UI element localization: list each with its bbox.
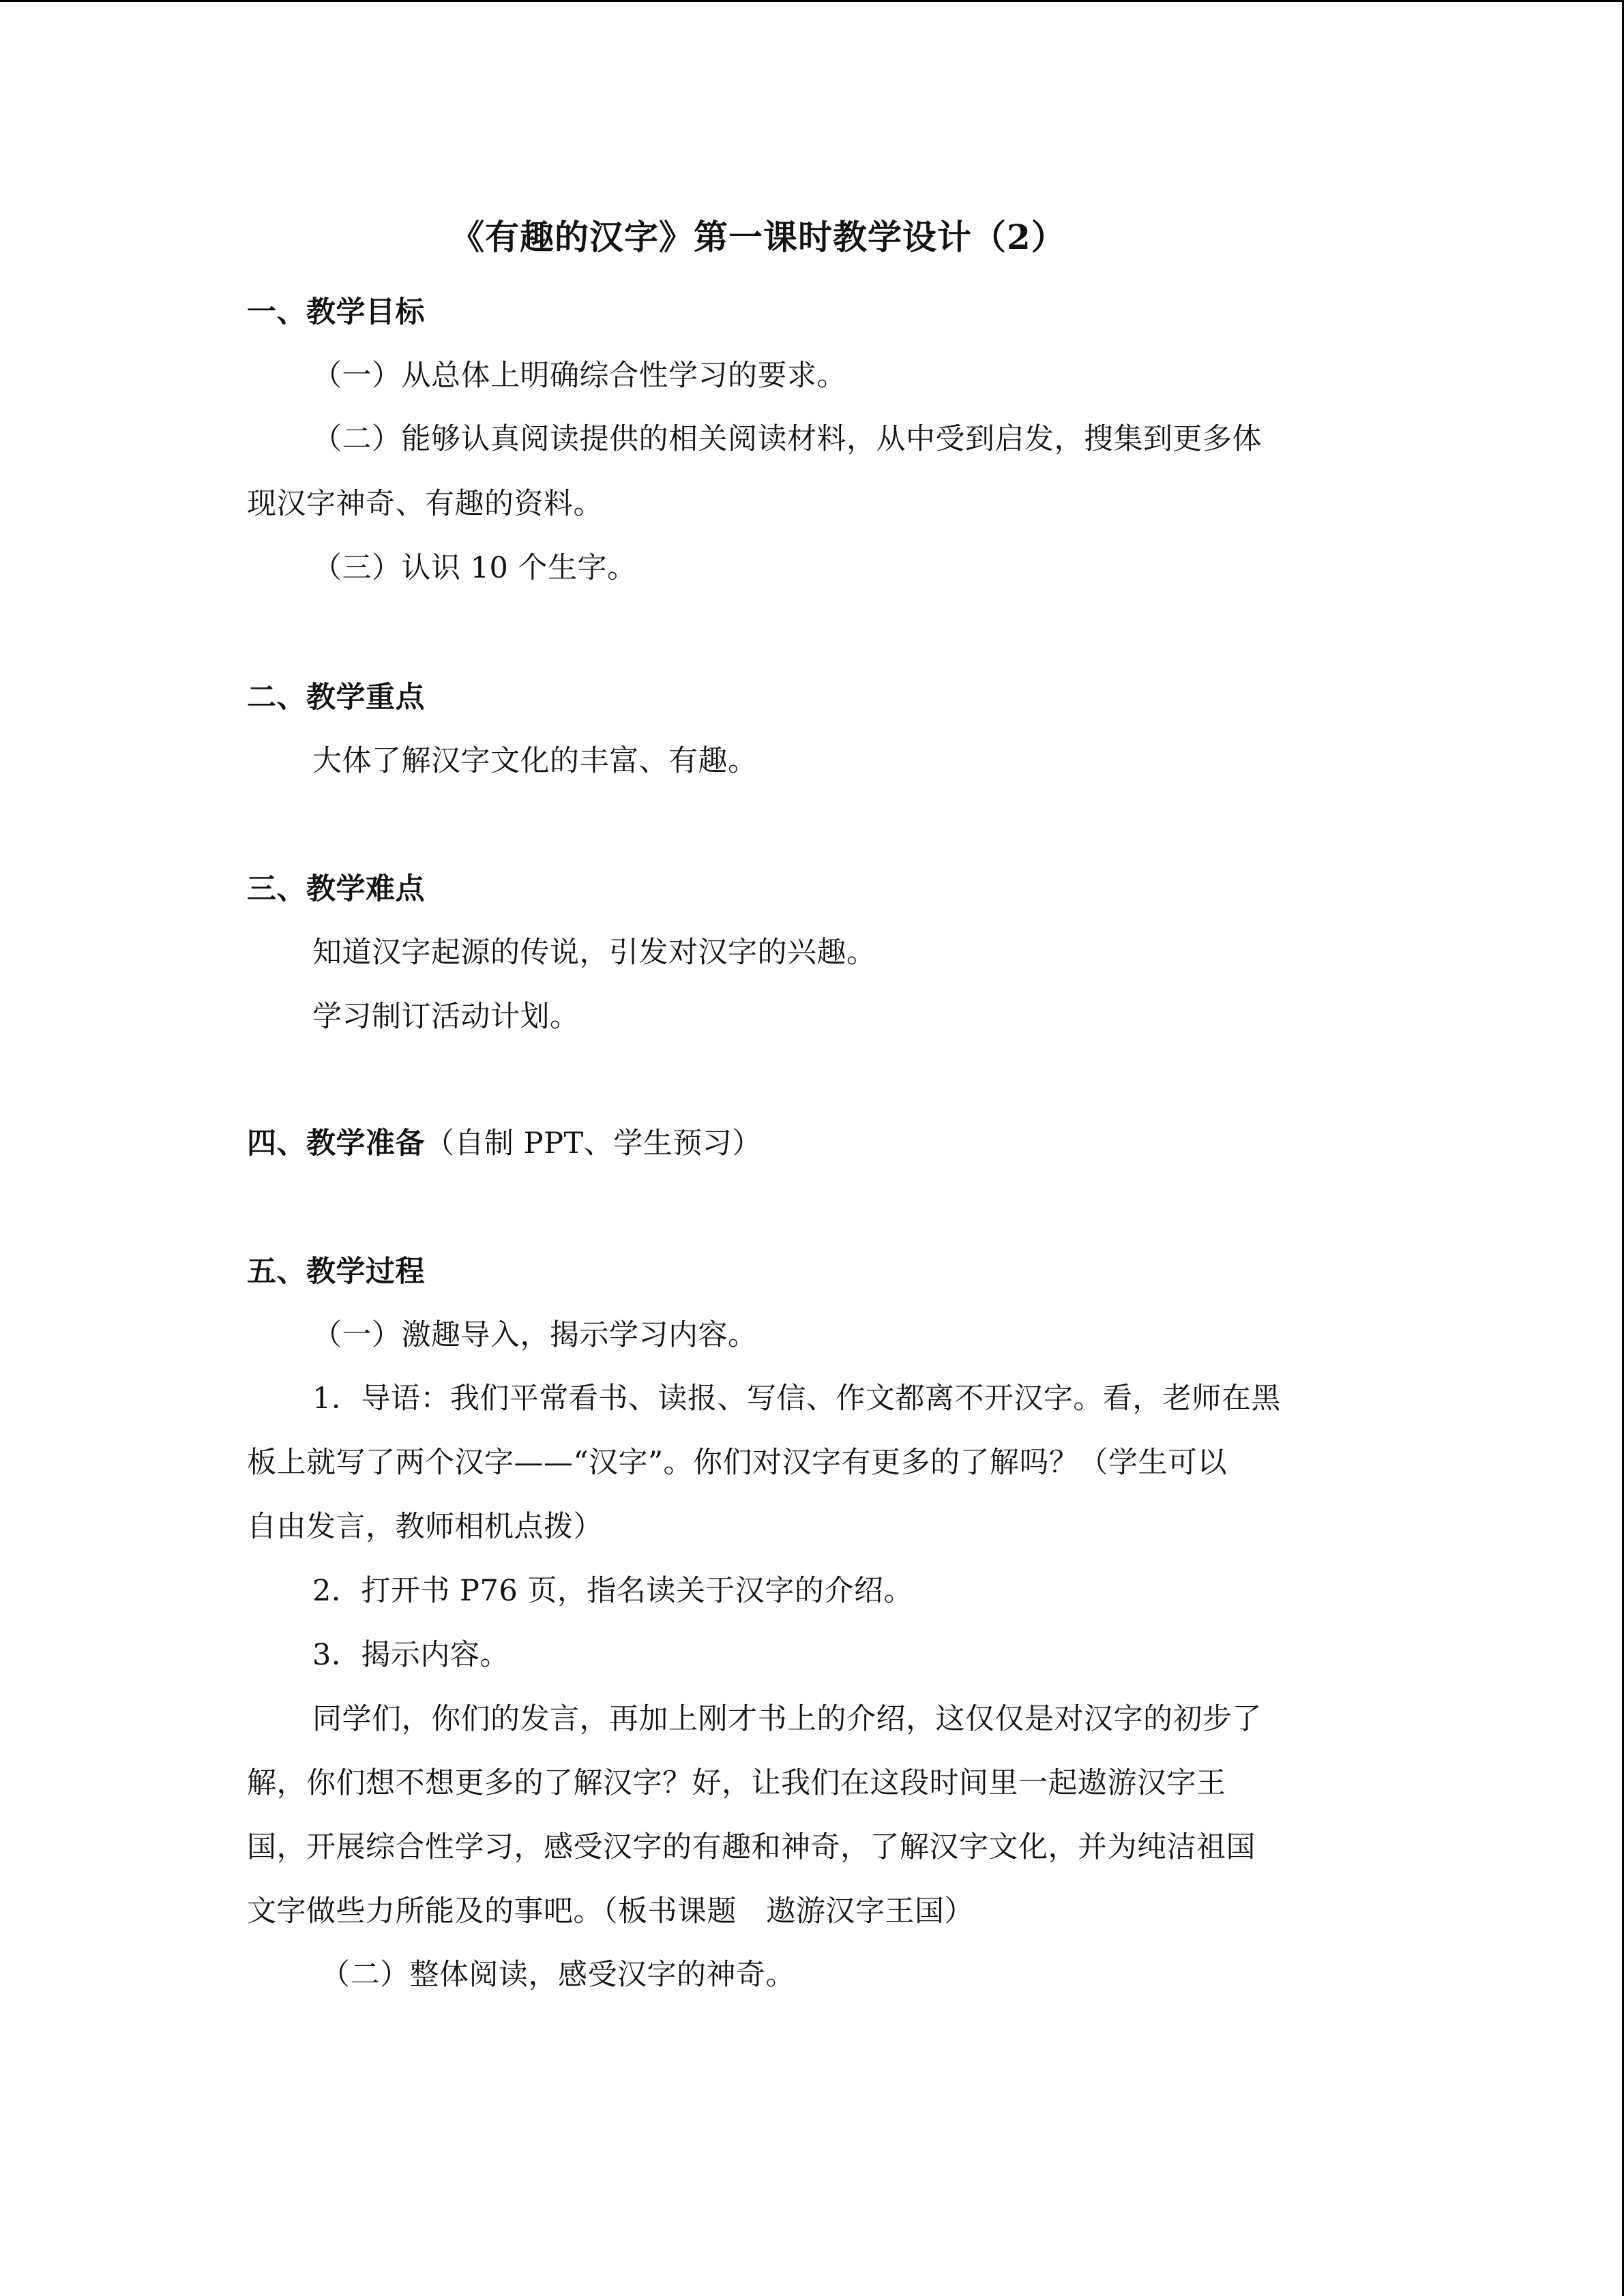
process-line-8: 解，你们想不想更多的了解汉字？好，让我们在这段时间里一起遨游汉字王: [247, 1766, 1226, 1800]
difficulty-item-1: 知道汉字起源的传说，引发对汉字的兴趣。: [312, 936, 876, 970]
key-point-item-1: 大体了解汉字文化的丰富、有趣。: [312, 744, 758, 778]
preparation-note: （自制 PPT、学生预习）: [425, 1127, 762, 1161]
process-line-7: 同学们，你们的发言，再加上刚才书上的介绍，这仅仅是对汉字的初步了: [312, 1702, 1262, 1736]
goal-item-1: （一）从总体上明确综合性学习的要求。: [312, 359, 846, 393]
process-line-5: 2．打开书 P76 页，指名读关于汉字的介绍。: [312, 1574, 913, 1608]
process-line-2: 1．导语：我们平常看书、读报、写信、作文都离不开汉字。看，老师在黑: [312, 1382, 1281, 1416]
page-top-border: [0, 0, 1624, 2]
section-heading-preparation: [247, 1123, 762, 1164]
section-heading-goals: 一、教学目标: [247, 295, 425, 329]
goal-item-2: （二）能够认真阅读提供的相关阅读材料，从中受到启发，搜集到更多体: [312, 422, 1262, 456]
process-line-11: （二）整体阅读，感受汉字的神奇。: [321, 1958, 795, 1992]
process-line-10: 文字做些力所能及的事吧。（板书课题 遨游汉字王国）: [247, 1894, 974, 1928]
goal-item-2-continued: 现汉字神奇、有趣的资料。: [247, 487, 603, 521]
section-heading-key-points: 二、教学重点: [247, 681, 425, 715]
preparation-heading-text: 四、教学准备: [247, 1127, 425, 1161]
process-line-9: 国，开展综合性学习，感受汉字的有趣和神奇，了解汉字文化，并为纯洁祖国: [247, 1830, 1256, 1864]
difficulty-item-2: 学习制订活动计划。: [312, 1000, 580, 1034]
process-line-6: 3．揭示内容。: [312, 1638, 510, 1672]
section-heading-process: 五、教学过程: [247, 1255, 425, 1289]
document-title: 《有趣的汉字》第一课时教学设计（2）: [450, 217, 1066, 257]
process-line-4: 自由发言，教师相机点拨）: [247, 1510, 603, 1544]
section-heading-difficulties: 三、教学难点: [247, 872, 425, 906]
process-line-1: （一）激趣导入，揭示学习内容。: [312, 1318, 758, 1352]
goal-item-3: （三）认识 10 个生字。: [312, 551, 637, 585]
process-line-3: 板上就写了两个汉字——“汉字”。你们对汉字有更多的了解吗？（学生可以: [247, 1446, 1227, 1480]
